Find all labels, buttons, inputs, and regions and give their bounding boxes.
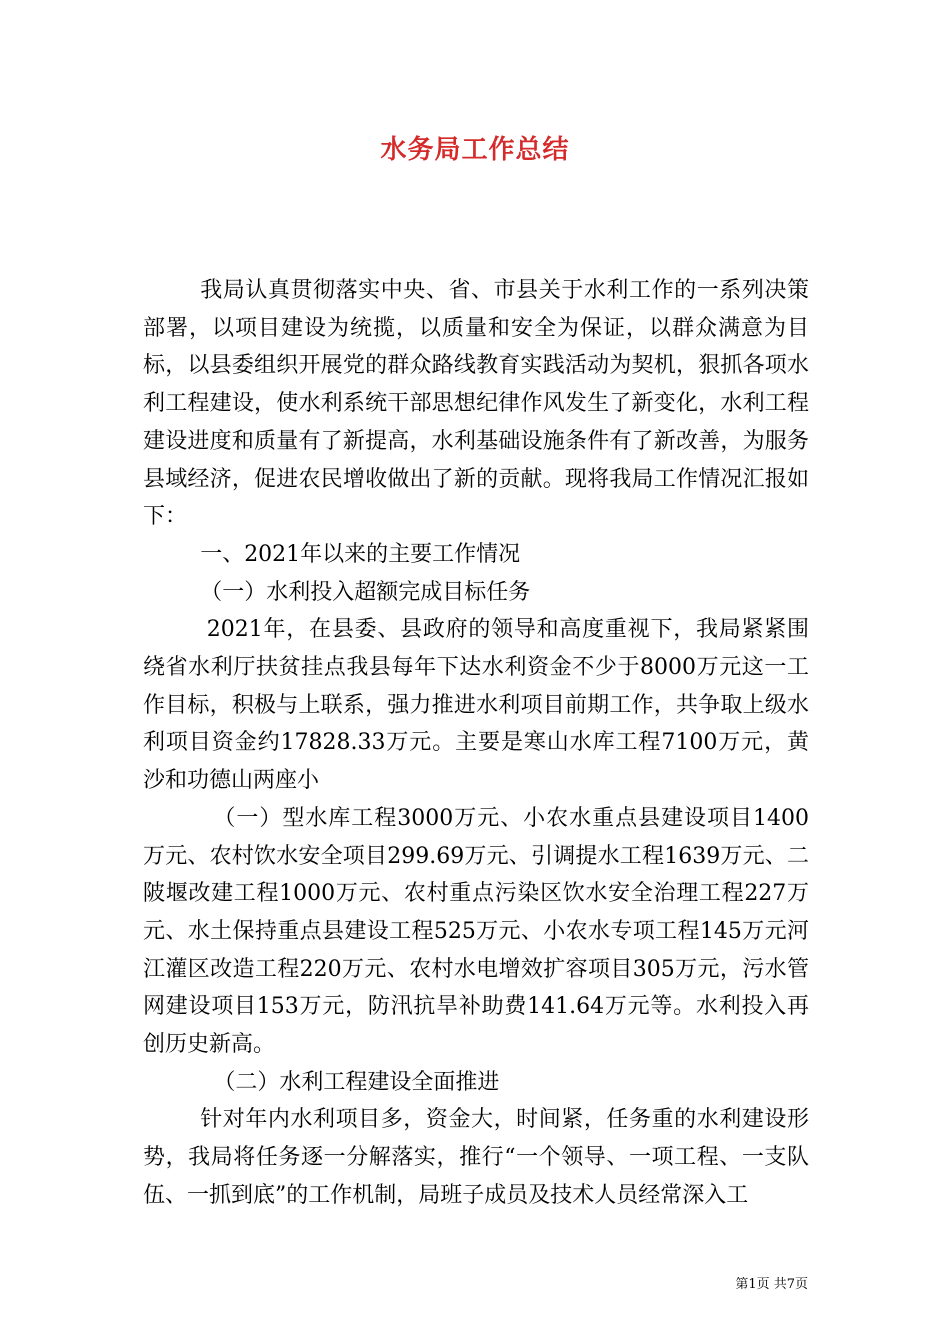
page-number: 第1页 共7页 bbox=[735, 1277, 808, 1292]
investment-paragraph: 2021年，在县委、县政府的领导和高度重视下，我局紧紧围绕省水利厅扶贫挂点我县每年下达水利资金不少于8000万元这一工作目标，积极与上联系，强力推进水利项目前期工作，共争取上级水利项目资金约17828.33万元。主要是寒山水库工程7100万元，黄沙和功德山两座小 bbox=[143, 617, 809, 794]
construction-paragraph: 针对年内水利项目多，资金大，时间紧，任务重的水利建设形势，我局将任务逐一分解落实，推行“一个领导、一项工程、一支队伍、一抓到底”的工作机制，局班子成员及技术人员经常深入工 bbox=[143, 1107, 809, 1208]
subsection-heading-2: （二）水利工程建设全面推进 bbox=[213, 1069, 500, 1095]
document-body bbox=[143, 272, 809, 1215]
subsection-heading-1: （一）水利投入超额完成目标任务 bbox=[200, 579, 531, 605]
intro-paragraph: 我局认真贯彻落实中央、省、市县关于水利工作的一系列决策部署，以项目建设为统揽，以质量和安全为保证，以群众满意为目标，以县委组织开展党的群众路线教育实践活动为契机，狠抓各项水利工程建设，使水利系统干部思想纪律作风发生了新变化，水利工程建设进度和质量有了新提高，水利基础设施条件有了新改善，为服务县域经济，促进农民增收做出了新的贡献。现将我局工作情况汇报如下： bbox=[143, 278, 809, 530]
document-title: 水务局工作总结 bbox=[380, 135, 570, 165]
section-heading-1: 一、2021年以来的主要工作情况 bbox=[200, 541, 521, 567]
project-list-paragraph: （一）型水库工程3000万元、小农水重点县建设项目1400万元、农村饮水安全项目299.69万元、引调提水工程1639万元、二陂堰改建工程1000万元、农村重点污染区饮水安全治理工程227万元、水土保持重点县建设工程525万元、小农水专项工程145万元河江灌区改造工程220万元、农村水电增效扩容项目305万元，污水管网建设项目153万元，防汛抗旱补助费141.64万元等。水利投入再创历史新高。 bbox=[143, 805, 810, 1058]
